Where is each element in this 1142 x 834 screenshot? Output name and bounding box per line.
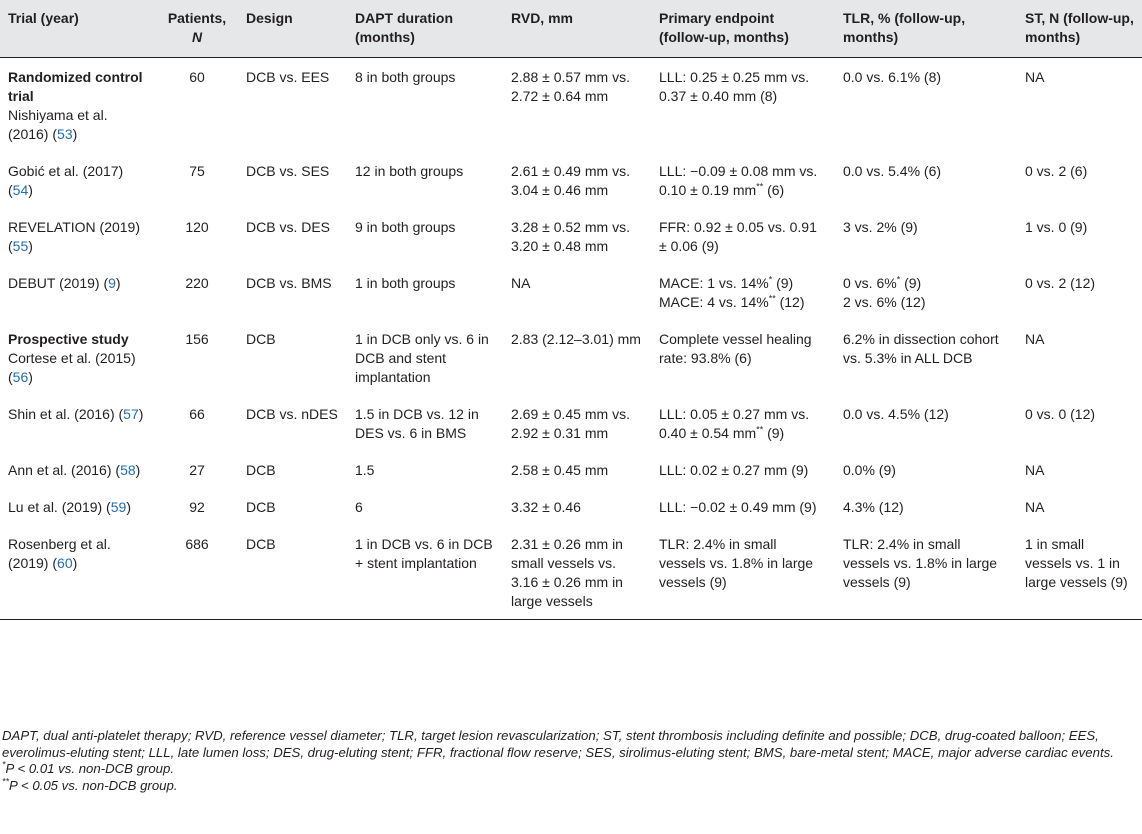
trial-name-end: ) [28,238,33,254]
endpoint-followup: (9) [763,425,785,441]
footnote-marker: * [896,274,901,285]
footnote-2 [2,778,1136,795]
header-patients-n: N [191,29,203,45]
trial-name: Cortese et al. (2015) ( [8,350,136,385]
cell-st: NA [1025,462,1045,478]
footnote-1-text: P < 0.01 vs. non-DCB group. [5,761,174,777]
cell-endpoint: LLL: 0.02 ± 0.27 mm (9) [659,462,809,478]
header-trial: Trial (year) [0,0,156,58]
reference-link[interactable]: 58 [120,462,136,478]
trial-name: REVELATION (2019) ( [8,219,141,254]
endpoint-text: LLL: 0.05 ± 0.27 mm vs. 0.40 ± 0.54 mm [659,406,810,441]
trial-name-end: ) [28,182,33,198]
cell-trial [0,395,156,451]
cell-patients: 686 [156,525,238,620]
trial-name-end: ) [28,369,33,385]
cell-trial [0,264,156,320]
trial-name: Rosenberg et al. (2019) ( [8,536,111,571]
cell-st: 0 vs. 2 (12) [1025,275,1096,291]
cell-patients: 27 [189,462,205,478]
cell-tlr: 3 vs. 2% (9) [843,219,918,235]
cell-dapt: 1 in both groups [355,275,456,291]
table-row [0,451,1142,488]
cell-trial [0,208,156,264]
reference-link[interactable]: 59 [110,499,127,515]
trial-name: Ann et al. (2016) ( [8,462,121,478]
table-row [0,525,1142,620]
endpoint-text: LLL: −0.09 ± 0.08 mm vs. 0.10 ± 0.19 mm [659,163,818,198]
cell-design: DCB [246,462,276,478]
header-tlr: TLR, % (follow-up, months) [835,0,1017,58]
cell-design: DCB vs. EES [246,69,330,85]
cell-rvd: 2.69 ± 0.45 mm vs. 2.92 ± 0.31 mm [511,406,630,441]
cell-design: DCB [246,331,276,347]
footnote-marker: * [768,274,773,285]
trial-name: Nishiyama et al. (2016) ( [8,107,108,142]
cell-tlr: 0.0 vs. 4.5% (12) [843,406,949,422]
cell-endpoint: LLL: 0.25 ± 0.25 mm vs. 0.37 ± 0.40 mm (8) [659,69,810,104]
header-rvd: RVD, mm [503,0,651,58]
cell-dapt: 1.5 in DCB vs. 12 in DES vs. 6 in BMS [355,406,479,441]
endpoint-followup: (6) [763,182,785,198]
cell-trial [0,451,156,488]
cell-rvd: NA [511,275,531,291]
cell-rvd: 3.28 ± 0.52 mm vs. 3.20 ± 0.48 mm [511,219,630,254]
cell-trial [0,152,156,208]
cell-st: 1 vs. 0 (9) [1025,219,1088,235]
cell-patients: 75 [189,163,205,179]
cell-rvd: 2.31 ± 0.26 mm in small vessels vs. 3.16 ± 0.26 mm in large vessels [503,525,651,620]
cell-patients: 66 [189,406,205,422]
cell-tlr: 0.0 vs. 5.4% (6) [843,163,942,179]
cell-design: DCB [238,525,347,620]
table-row [0,208,1142,264]
cell-design: DCB vs. nDES [246,406,338,422]
trial-name-end: ) [72,555,78,571]
cell-rvd: 2.58 ± 0.45 mm [511,462,609,478]
cell-endpoint: FFR: 0.92 ± 0.05 vs. 0.91 ± 0.06 (9) [659,219,817,254]
reference-link[interactable]: 9 [108,275,116,291]
cell-st: NA [1025,499,1045,515]
header-patients-label: Patients, [167,10,227,26]
cell-tlr: 4.3% (12) [843,499,904,515]
cell-design: DCB vs. BMS [246,275,332,291]
cell-rvd: 2.88 ± 0.57 mm vs. 2.72 ± 0.64 mm [511,69,630,104]
table-row [0,264,1142,320]
section-heading: Randomized control trial [8,69,143,104]
cell-dapt: 9 in both groups [355,219,456,235]
cell-dapt: 1 in DCB only vs. 6 in DCB and stent implantation [355,331,489,385]
trial-name-end: ) [115,275,121,291]
table-row [0,58,1142,153]
cell-endpoint [651,264,835,320]
cell-endpoint [651,395,835,451]
footnote-marker: ** [756,181,764,192]
cell-design: DCB vs. SES [246,163,330,179]
cell-patients: 92 [189,499,205,515]
trial-name: DEBUT (2019) ( [8,275,109,291]
cell-tlr: 6.2% in dissection cohort vs. 5.3% in ALL DCB [843,331,999,366]
table-footnotes [0,728,1136,794]
cell-endpoint: LLL: −0.02 ± 0.49 mm (9) [659,499,817,515]
cell-st: NA [1025,331,1045,347]
header-patients [156,0,238,58]
endpoint-text-2: MACE: 4 vs. 14% [659,294,769,310]
cell-tlr: 0.0 vs. 6.1% (8) [843,69,942,85]
trial-name-end: ) [72,126,78,142]
table-row [0,320,1142,395]
cell-st: NA [1025,69,1045,85]
trial-name-end: ) [126,499,131,515]
cell-rvd: 2.83 (2.12–3.01) mm [511,331,641,347]
endpoint-followup-2: (12) [775,294,805,310]
cell-patients: 60 [189,69,205,85]
trial-name-end: ) [135,462,141,478]
reference-link[interactable]: 56 [12,369,29,385]
cell-rvd: 2.61 ± 0.49 mm vs. 3.04 ± 0.46 mm [511,163,630,198]
cell-patients: 220 [185,275,209,291]
table-row [0,488,1142,525]
header-design: Design [238,0,347,58]
cell-trial [0,58,156,153]
trial-name: Lu et al. (2019) ( [8,499,111,515]
cell-dapt: 6 [355,499,363,515]
footnote-1 [2,761,1136,778]
cell-st: 0 vs. 0 (12) [1025,406,1096,422]
cell-dapt: 1 in DCB vs. 6 in DCB + stent implantation [347,525,503,620]
section-heading: Prospective study [8,331,129,347]
reference-link[interactable]: 60 [57,555,73,571]
cell-endpoint [651,152,835,208]
header-endpoint: Primary endpoint (follow-up, months) [651,0,835,58]
cell-dapt: 8 in both groups [355,69,456,85]
table-row [0,152,1142,208]
endpoint-followup: (9) [772,275,794,291]
cell-tlr: TLR: 2.4% in small vessels vs. 1.8% in large vessels (9) [835,525,1017,620]
reference-link[interactable]: 54 [12,182,29,198]
footnote-marker: ** [2,776,10,787]
footnote-marker: ** [756,424,764,435]
footnote-marker: ** [768,293,776,304]
cell-trial [0,320,156,395]
reference-link[interactable]: 53 [57,126,73,142]
cell-dapt: 12 in both groups [355,163,464,179]
reference-link[interactable]: 57 [123,406,139,422]
footnote-2-text: P < 0.05 vs. non-DCB group. [9,777,178,793]
trial-name: Shin et al. (2016) ( [8,406,124,422]
header-dapt: DAPT duration (months) [347,0,503,58]
reference-link[interactable]: 55 [12,238,29,254]
tlr-text: 0 vs. 6% [843,275,897,291]
trial-name-end: ) [138,406,144,422]
cell-design: DCB vs. DES [246,219,331,235]
cell-trial [0,488,156,525]
header-st: ST, N (follow-up, months) [1017,0,1142,58]
header-row [0,0,1142,58]
cell-endpoint: Complete vessel healing rate: 93.8% (6) [659,331,812,366]
cell-tlr: 0.0% (9) [843,462,896,478]
tlr-followup: (9) [900,275,922,291]
cell-design: DCB [246,499,276,515]
cell-patients: 120 [185,219,209,235]
cell-st: 0 vs. 2 (6) [1025,163,1088,179]
table-row [0,395,1142,451]
cell-endpoint: TLR: 2.4% in small vessels vs. 1.8% in large vessels (9) [651,525,835,620]
footnote-marker: * [2,759,6,770]
cell-patients: 156 [185,331,209,347]
cell-dapt: 1.5 [355,462,375,478]
trial-name: Gobić et al. (2017) ( [8,163,124,198]
tlr-text-2: 2 vs. 6% (12) [843,294,926,310]
cell-rvd: 3.32 ± 0.46 [511,499,581,515]
cell-trial [0,525,156,620]
cell-st: 1 in small vessels vs. 1 in large vessels (9) [1017,525,1142,620]
endpoint-text: MACE: 1 vs. 14% [659,275,769,291]
cell-tlr [835,264,1017,320]
abbreviations-note: DAPT, dual anti-platelet therapy; RVD, reference vessel diameter; TLR, target lesion revascularization; ST, stent thrombosis including definite and possible; DCB, drug-coated balloon; EES, everolimus-eluting stent; LLL, late lumen loss; DES, drug-eluting stent; FFR, fractional flow reserve; SES, sirolimus-eluting stent; BMS, bare-metal stent; MACE, major adverse cardiac events. [2,728,1114,760]
